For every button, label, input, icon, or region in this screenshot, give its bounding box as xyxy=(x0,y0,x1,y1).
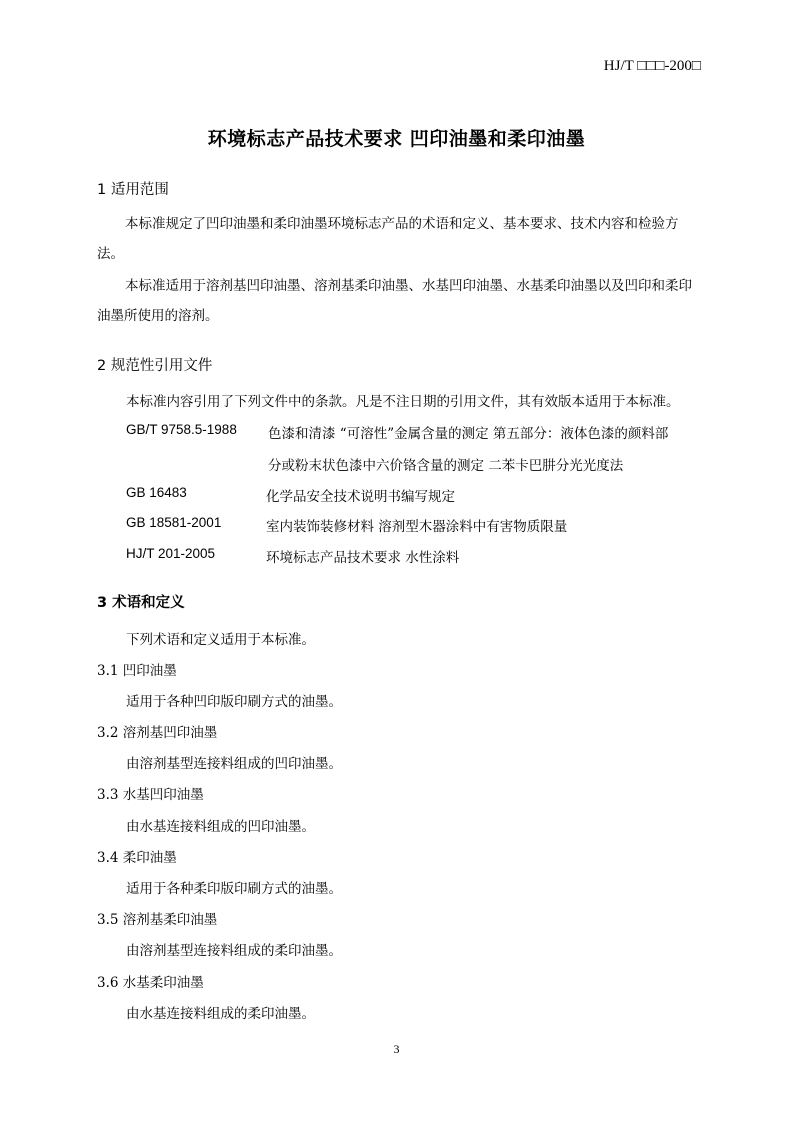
reference-title-continued: 分或粉末状色漆中六价铬含量的测定 二苯卡巴肼分光光度法 xyxy=(268,458,624,474)
reference-title: 室内装饰装修材料 溶剂型木器涂料中有害物质限量 xyxy=(266,519,568,535)
term-definition: 适用于各种凹印版印刷方式的油墨。 xyxy=(126,694,342,710)
standard-code: HJ/T □□□-200□ xyxy=(603,58,701,74)
term-heading xyxy=(97,659,177,679)
section-3-intro: 下列术语和定义适用于本标准。 xyxy=(126,632,315,648)
document-title: 环境标志产品技术要求 凹印油墨和柔印油墨 xyxy=(207,128,586,150)
section-3-heading: 3 术语和定义 xyxy=(97,595,185,611)
term-definition: 由水基连接料组成的柔印油墨。 xyxy=(126,1006,315,1022)
term-name: 凹印油墨 xyxy=(122,663,177,679)
reference-code: GB 16483 xyxy=(126,485,187,500)
reference-title: 化学品安全技术说明书编写规定 xyxy=(266,489,455,505)
reference-code: GB 18581-2001 xyxy=(126,515,222,530)
reference-code: GB/T 9758.5-1988 xyxy=(126,422,237,437)
term-definition: 由水基连接料组成的凹印油墨。 xyxy=(126,819,315,835)
term-heading xyxy=(97,721,217,741)
term-name: 水基柔印油墨 xyxy=(122,975,204,991)
term-number: 3.2 xyxy=(97,725,119,741)
term-definition: 由溶剂基型连接料组成的柔印油墨。 xyxy=(126,943,342,959)
term-heading xyxy=(97,783,204,803)
reference-title: 环境标志产品技术要求 水性涂料 xyxy=(266,550,460,566)
term-definition: 由溶剂基型连接料组成的凹印油墨。 xyxy=(126,756,342,772)
section-2-intro: 本标准内容引用了下列文件中的条款。凡是不注日期的引用文件，其有效版本适用于本标准。 xyxy=(126,394,680,410)
term-heading xyxy=(97,971,204,991)
page-number: 3 xyxy=(393,1042,400,1056)
reference-code: HJ/T 201-2005 xyxy=(126,546,216,561)
term-name: 水基凹印油墨 xyxy=(122,787,204,803)
reference-title: 色漆和清漆 “可溶性”金属含量的测定 第五部分：液体色漆的颜料部 xyxy=(268,426,669,442)
term-name: 溶剂基凹印油墨 xyxy=(122,725,218,741)
term-number: 3.1 xyxy=(97,663,119,679)
section-1-paragraph-1: 本标准规定了凹印油墨和柔印油墨环境标志产品的术语和定义、基本要求、技术内容和检验方法。 xyxy=(97,216,679,262)
term-number: 3.5 xyxy=(97,912,119,928)
term-heading xyxy=(97,908,217,928)
section-1-paragraph-2: 本标准适用于溶剂基凹印油墨、溶剂基柔印油墨、水基凹印油墨、水基柔印油墨以及凹印和柔印油墨所使用的溶剂。 xyxy=(97,278,692,324)
term-name: 溶剂基柔印油墨 xyxy=(122,912,218,928)
section-1-heading: 1 适用范围 xyxy=(97,182,169,198)
term-heading xyxy=(97,846,177,866)
term-definition: 适用于各种柔印版印刷方式的油墨。 xyxy=(126,881,342,897)
term-number: 3.3 xyxy=(97,787,119,803)
section-2-heading: 2 规范性引用文件 xyxy=(97,358,213,374)
term-number: 3.4 xyxy=(97,850,119,866)
term-name: 柔印油墨 xyxy=(122,850,177,866)
term-number: 3.6 xyxy=(97,975,119,991)
